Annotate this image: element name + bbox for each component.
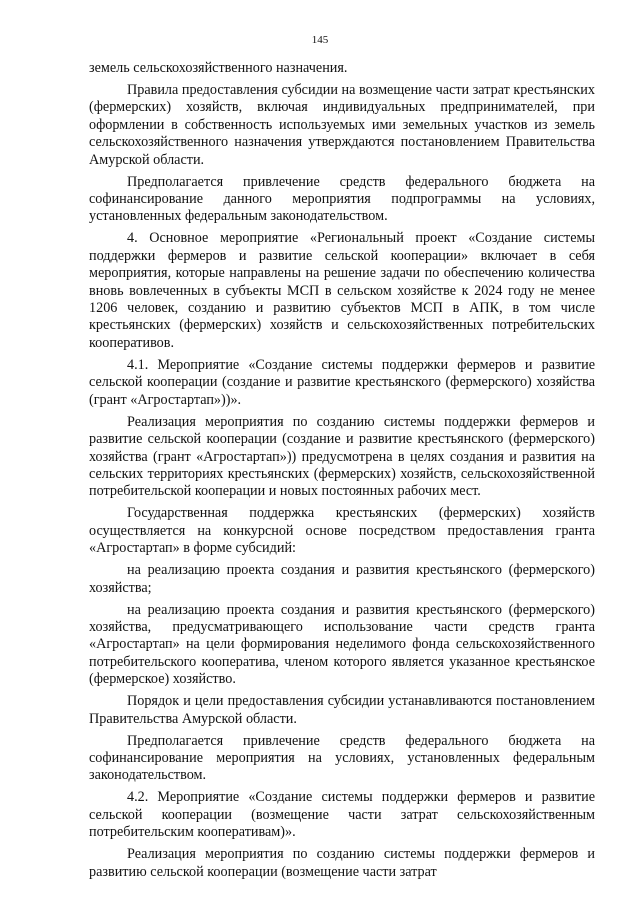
paragraph-main-activity-4: 4. Основное мероприятие «Региональный проект «Создание системы поддержки фермеров и развитие сельской кооперации» включает в себя мероприятия, которые направлены на решение задачи по обеспечению количества вновь вовлеченных в субъекты МСП в сельском хозяйстве к 2024 году не менее 1206 человек, созданию и развитию субъектов МСП в АПК, в том числе крестьянских (фермерских) хозяйств и сельскохозяйственных потребительских кооперативов.	[89, 230, 595, 351]
paragraph-activity-4-1: 4.1. Мероприятие «Создание системы поддержки фермеров и развитие сельской кооперации (создание и развитие крестьянского (фермерского) хозяйства (грант «Агростартап»))».	[89, 356, 595, 408]
page-number: 145	[311, 34, 329, 46]
paragraph-subsidy-rules: Правила предоставления субсидии на возмещение части затрат крестьянских (фермерских) хозяйств, включая индивидуальных предпринимателей, при оформлении в собственность используемых ими земельных участков из земель сельскохозяйственного назначения утверждаются постановлением Правительства Амурской области.	[89, 82, 595, 168]
paragraph-state-support: Государственная поддержка крестьянских (фермерских) хозяйств осуществляется на конкурсной основе посредством предоставления гранта «Агростартап» в форме субсидий:	[89, 505, 595, 557]
paragraph-implementation-4-2: Реализация мероприятия по созданию системы поддержки фермеров и развитию сельской кооперации (возмещение части затрат	[89, 846, 595, 880]
paragraph-federal-funding: Предполагается привлечение средств федерального бюджета на софинансирование данного мероприятия подпрограммы на условиях, установленных федеральным законодательством.	[89, 173, 595, 225]
paragraph-purpose-2: на реализацию проекта создания и развития крестьянского (фермерского) хозяйства, предусматривающего использование части средств гранта «Агростартап» на цели формирования неделимого фонда сельскохозяйственного потребительского кооператива, членом которого является указанное крестьянское (фермерское) хозяйство.	[89, 601, 595, 688]
paragraph-purpose-1: на реализацию проекта создания и развития крестьянского (фермерского) хозяйства;	[89, 562, 595, 596]
paragraph-activity-4-2: 4.2. Мероприятие «Создание системы поддержки фермеров и развитие сельской кооперации (возмещение части затрат сельскохозяйственным потребительским кооперативам)».	[89, 789, 595, 841]
paragraph-continuation: земель сельскохозяйственного назначения.	[89, 60, 348, 76]
paragraph-federal-cofinancing: Предполагается привлечение средств федерального бюджета на софинансирование мероприятия на условиях, установленных федеральным законодательством.	[89, 732, 595, 784]
paragraph-implementation-4-1: Реализация мероприятия по созданию системы поддержки фермеров и развитие сельской кооперации (создание и развитие крестьянского (фермерского) хозяйства (грант «Агростартап»)) предусмотрена в целях создания и развития на сельских территориях крестьянских (фермерских) хозяйств, сельскохозяйственной потребительской кооперации и новых постоянных рабочих мест.	[89, 413, 595, 500]
paragraph-procedure: Порядок и цели предоставления субсидии устанавливаются постановлением Правительства Амурской области.	[89, 693, 595, 727]
document-body	[89, 60, 595, 886]
